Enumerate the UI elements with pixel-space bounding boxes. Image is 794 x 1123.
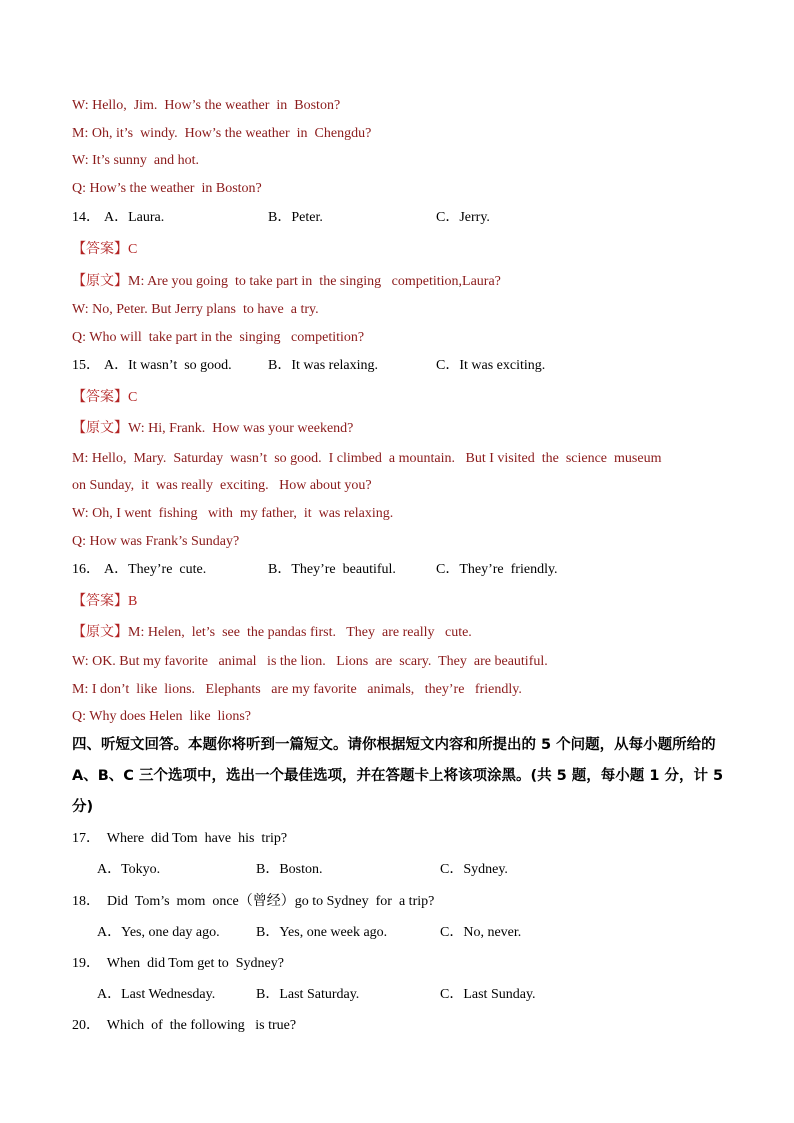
script-line: M: Hello, Mary. Saturday wasn’t so good. I climbed a mountain. But I visited the science museum	[72, 451, 662, 466]
option-a: A．Tokyo.	[97, 862, 161, 877]
option-c: C．Last Sunday.	[440, 987, 536, 1002]
script-text: M: Are you going to take part in the singing competition,Laura?	[128, 274, 501, 289]
script-line	[72, 272, 501, 291]
question-19: 19． When did Tom get to Sydney?	[72, 956, 284, 971]
script-tag: 【原文】	[72, 273, 128, 289]
script-tag: 【原文】	[72, 420, 128, 436]
option-a: A．Last Wednesday.	[97, 987, 216, 1002]
script-line: W: Oh, I went fishing with my father, it was relaxing.	[72, 506, 394, 521]
answer-value: C	[128, 390, 138, 405]
script-line: on Sunday, it was really exciting. How about you?	[72, 478, 372, 493]
script-tag: 【原文】	[72, 624, 128, 640]
answer-tag: 【答案】	[72, 389, 128, 405]
option-c: C．Jerry.	[436, 210, 490, 225]
question-15-number: 15．	[72, 358, 100, 373]
script-line	[72, 419, 353, 438]
script-line: M: I don’t like lions. Elephants are my favorite animals, they’re friendly.	[72, 682, 522, 697]
script-line: W: OK. But my favorite animal is the lion. Lions are scary. They are beautiful.	[72, 654, 548, 669]
option-b: B．Boston.	[256, 862, 323, 877]
dialogue-question: Q: How’s the weather in Boston?	[72, 181, 262, 196]
option-a: A．Yes, one day ago.	[97, 925, 220, 940]
option-a: A．Laura.	[104, 210, 165, 225]
answer-line	[72, 388, 137, 407]
dialogue-line: W: Hello, Jim. How’s the weather in Boston?	[72, 98, 341, 113]
answer-line	[72, 592, 137, 611]
option-b: B．Peter.	[268, 210, 323, 225]
option-c: C．They’re friendly.	[436, 562, 558, 577]
question-16-number: 16．	[72, 562, 100, 577]
option-a: A．It wasn’t so good.	[104, 358, 232, 373]
option-c: C．No, never.	[440, 925, 522, 940]
section-heading: 四、听短文回答。本题你将听到一篇短文。请你根据短文内容和所提出的 5 个问题，从每小题所给的 A、B、C 三个选项中，选出一个最佳选项，并在答题卡上将该项涂黑。(共 5 题，每小题 1 分，计 5 分)	[72, 737, 724, 815]
answer-line	[72, 240, 137, 259]
question-18: 18． Did Tom’s mom once（曾经）go to Sydney for a trip?	[72, 894, 435, 909]
option-b: B．They’re beautiful.	[268, 562, 396, 577]
option-a: A．They’re cute.	[104, 562, 207, 577]
option-c: C．It was exciting.	[436, 358, 546, 373]
dialogue-line: W: It’s sunny and hot.	[72, 153, 200, 168]
answer-value: B	[128, 594, 138, 609]
option-b: B．Yes, one week ago.	[256, 925, 388, 940]
script-text: W: Hi, Frank. How was your weekend?	[128, 421, 354, 436]
script-line: Q: How was Frank’s Sunday?	[72, 534, 240, 549]
question-20: 20． Which of the following is true?	[72, 1018, 297, 1033]
option-b: B．Last Saturday.	[256, 987, 360, 1002]
option-c: C．Sydney.	[440, 862, 508, 877]
dialogue-line: M: Oh, it’s windy. How’s the weather in Chengdu?	[72, 126, 372, 141]
option-b: B．It was relaxing.	[268, 358, 379, 373]
answer-value: C	[128, 242, 138, 257]
answer-tag: 【答案】	[72, 593, 128, 609]
question-17: 17． Where did Tom have his trip?	[72, 831, 288, 846]
question-14-number: 14．	[72, 210, 100, 225]
script-line: Q: Why does Helen like lions?	[72, 709, 251, 724]
script-line: Q: Who will take part in the singing competition?	[72, 330, 365, 345]
answer-tag: 【答案】	[72, 241, 128, 257]
script-text: M: Helen, let’s see the pandas first. They are really cute.	[128, 625, 472, 640]
script-line: W: No, Peter. But Jerry plans to have a try.	[72, 302, 319, 317]
script-line	[72, 623, 472, 642]
